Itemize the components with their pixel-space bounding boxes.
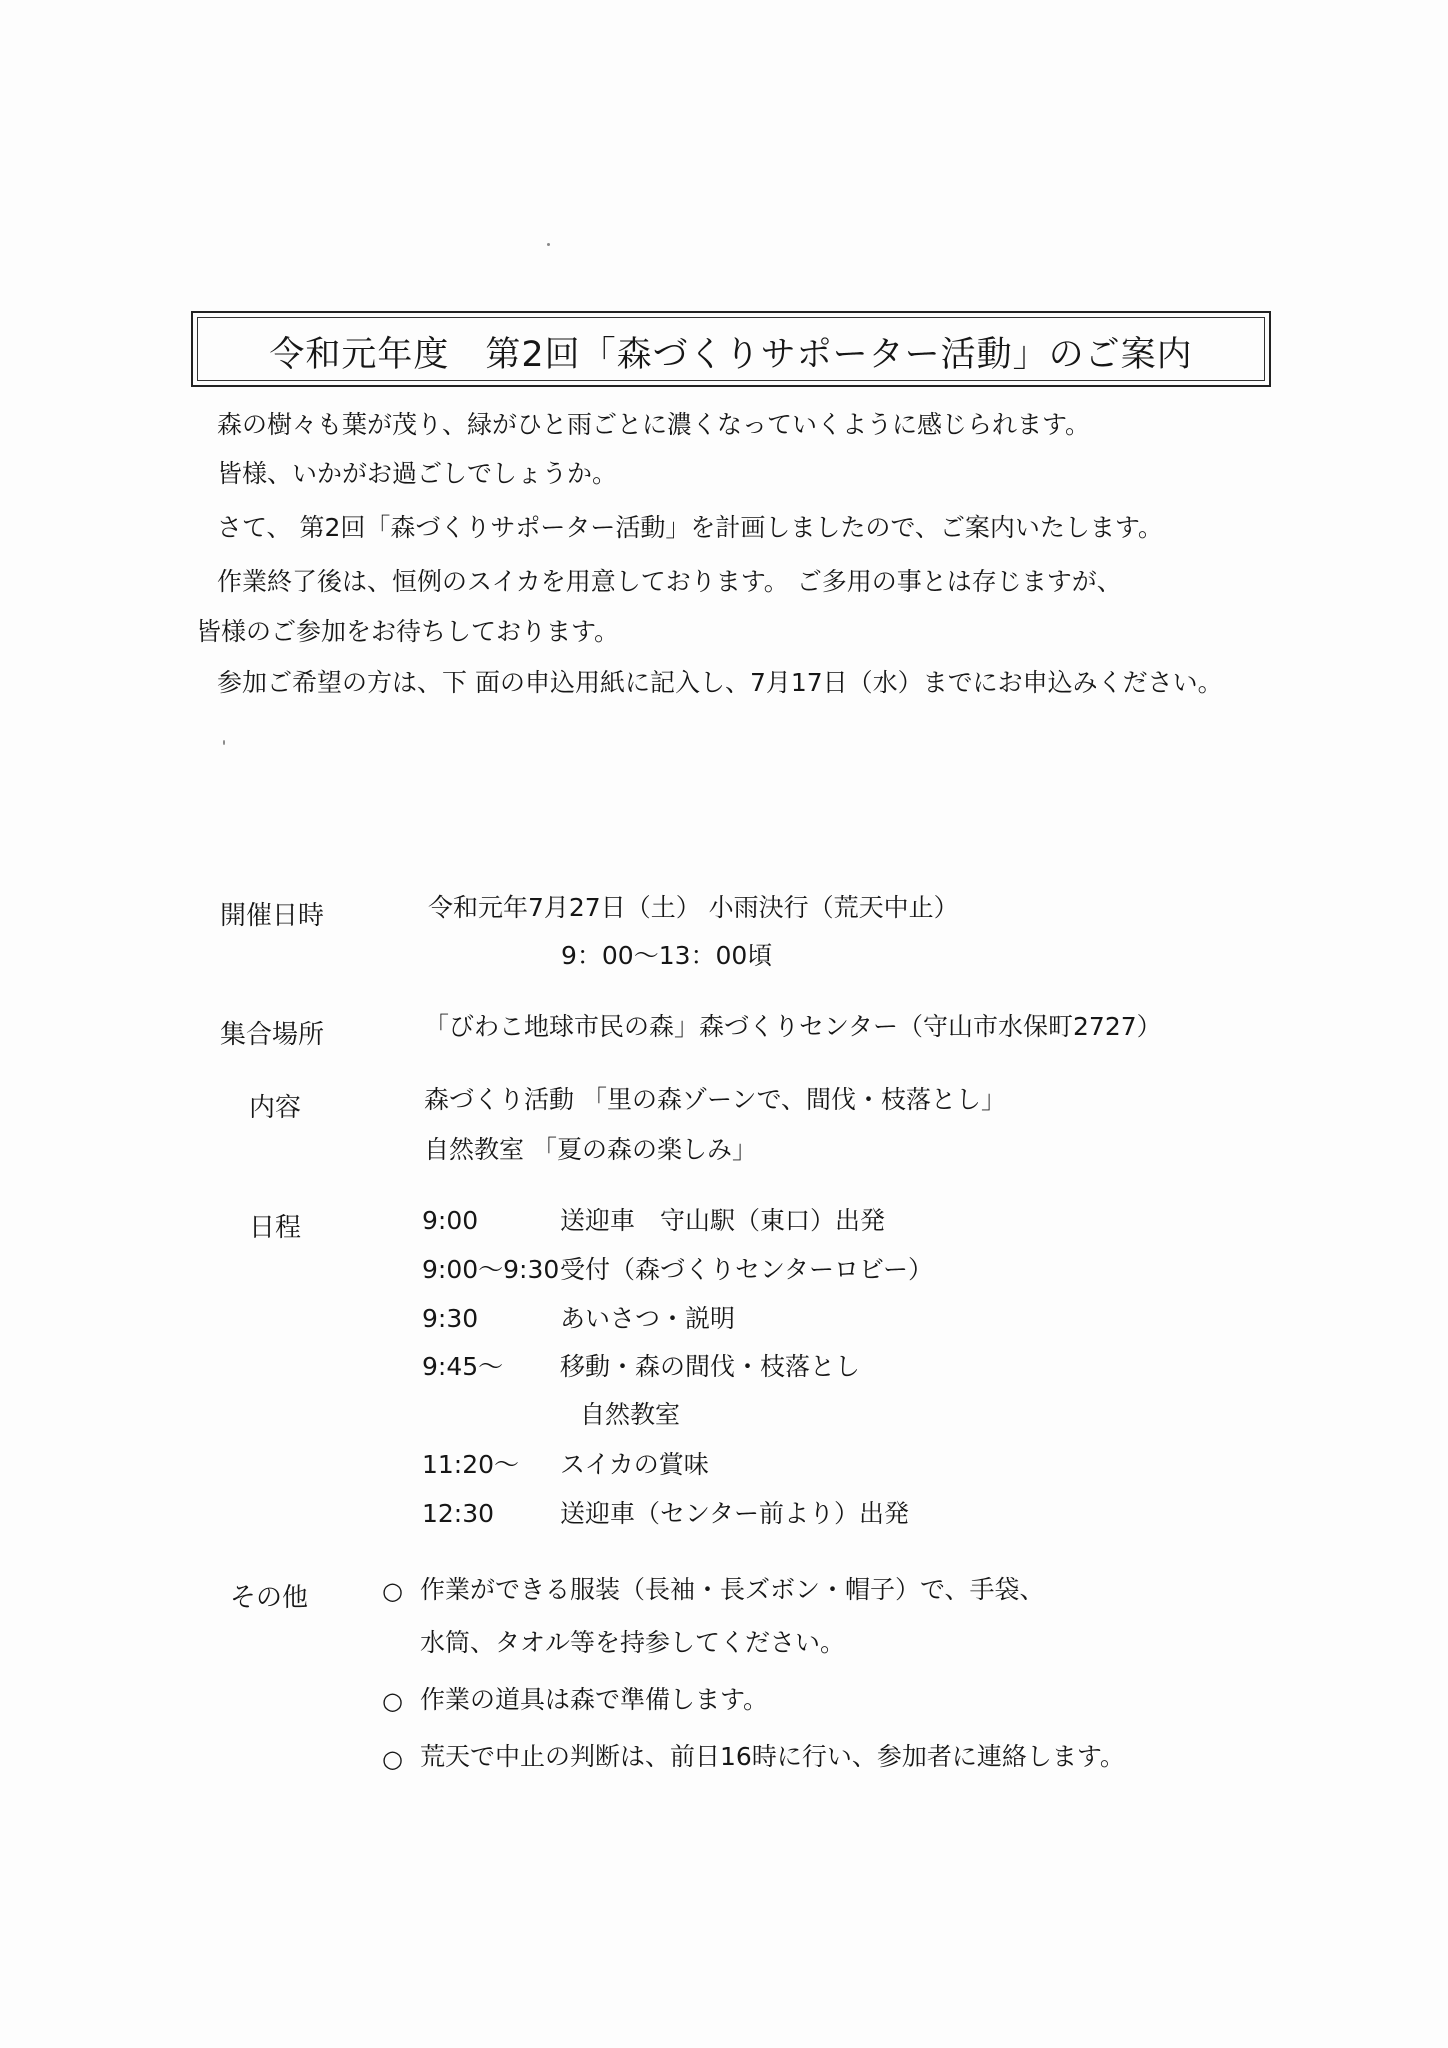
schedule-desc: 送迎車（センター前より）出発 [560,1499,910,1528]
circle-bullet-icon: ○ [382,1577,403,1605]
content-label: 内容 [249,1093,302,1123]
schedule-time: 9:00～9:30 [422,1255,560,1284]
other-item-continued: 水筒、タオル等を持参してください。 [420,1628,846,1657]
schedule-time: 9:30 [422,1304,479,1333]
schedule-time: 9:45～ [422,1352,504,1381]
circle-bullet-icon: ○ [382,1745,403,1773]
intro-line: 参加ご希望の方は、下 面の申込用紙に記入し、7月17日（水）までにお申込みください。 [217,668,1223,697]
other-label: その他 [230,1583,309,1613]
other-item: 作業の道具は森で準備します。 [420,1685,769,1714]
scan-speck [223,740,225,745]
intro-line: 作業終了後は、恒例のスイカを用意しております。 ご多用の事とは存じますが、 [217,567,1122,596]
intro-line: 森の樹々も葉が茂り、緑がひと雨ごとに濃くなっていくように感じられます。 [217,410,1091,439]
content-line: 自然教室 「夏の森の楽しみ」 [424,1135,757,1164]
place-label: 集合場所 [220,1020,325,1050]
intro-line: 皆様、いかがお過ごしでしょうか。 [217,459,618,488]
content-line: 森づくり活動 「里の森ゾーンで、間伐・枝落とし」 [424,1085,1006,1114]
schedule-desc: 自然教室 [580,1400,681,1429]
circle-bullet-icon: ○ [382,1687,403,1715]
other-item: 作業ができる服装（長袖・長ズボン・帽子）で、手袋、 [420,1575,1045,1604]
schedule-time: 12:30 [422,1499,495,1528]
other-item: 荒天で中止の判断は、前日16時に行い、参加者に連絡します。 [420,1742,1125,1771]
schedule-time: 9:00 [422,1206,479,1235]
schedule-desc: 移動・森の間伐・枝落とし [560,1352,861,1381]
schedule-desc: スイカの賞味 [560,1450,709,1479]
date-label: 開催日時 [220,901,325,931]
date-value: 令和元年7月27日（土） 小雨決行（荒天中止） [428,893,959,922]
schedule-desc: 送迎車 守山駅（東口）出発 [560,1206,886,1235]
intro-line: 皆様のご参加をお待ちしております。 [196,617,620,646]
date-time: 9：00～13：00頃 [561,941,773,970]
place-value: 「びわこ地球市民の森」森づくりセンター（守山市水保町2727） [424,1012,1162,1041]
title-box [191,311,1271,387]
schedule-time: 11:20～ [422,1450,520,1479]
scan-speck [547,243,550,246]
intro-line: さて、 第2回「森づくりサポーター活動」を計画しましたので、ご案内いたします。 [217,513,1163,542]
schedule-desc: あいさつ・説明 [560,1304,736,1333]
schedule-label: 日程 [249,1213,302,1243]
schedule-desc: 受付（森づくりセンターロビー） [560,1255,934,1284]
document-title: 令和元年度 第2回「森づくりサポーター活動」のご案内 [269,335,1193,375]
